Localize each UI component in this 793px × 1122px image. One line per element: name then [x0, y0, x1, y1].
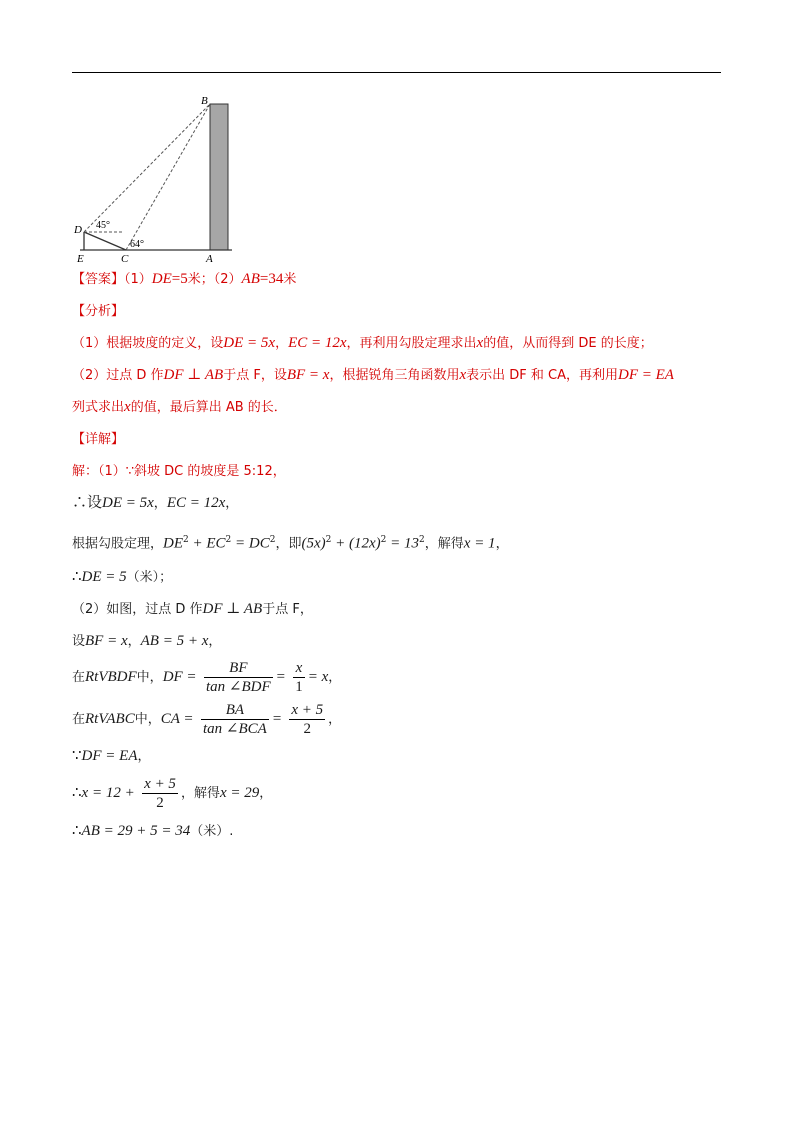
- analysis-line-3: 列式求出x的值，最后算出 AB 的长．: [72, 399, 287, 415]
- analysis-line-2: （2）过点 D 作DF ⊥ AB于点 F，设BF = x，根据锐角三角函数用x表示出 DF 和 CA，再利用DF = EA: [72, 367, 674, 383]
- label-d: D: [74, 224, 82, 236]
- answer-line: 【答案】（1）DE=5米；（2）AB=34米: [72, 271, 297, 287]
- label-b: B: [201, 95, 208, 107]
- header-rule: [72, 72, 721, 73]
- building-ab: [210, 104, 228, 250]
- detail-line-4: ∴DE = 5（米）；: [72, 569, 173, 585]
- fraction-x: $\frac{x}{1}$: [295, 659, 303, 695]
- angle-64: 64°: [130, 239, 144, 250]
- fraction-bf: $\frac{BF}{\text{tan ∠BDF}}$: [206, 659, 271, 695]
- detail-line-6: 设BF = x，AB = 5 + x，: [72, 633, 222, 649]
- detail-line-3: 根据勾股定理，$DE^2 + EC^2 = DC^2$，即$(5x)^2 + (12x)^2 = 13^2$，解得x = 1，: [72, 535, 509, 552]
- slope-dc: [84, 232, 126, 250]
- geometry-figure: [72, 90, 242, 265]
- detail-line-5: （2）如图，过点 D 作DF ⊥ AB于点 F，: [72, 601, 313, 617]
- analysis-label: 【分析】: [72, 304, 125, 319]
- detail-line-9: ∵DF = EA，: [72, 748, 151, 764]
- detail-line-11: ∴AB = 29 + 5 = 34（米）.: [72, 823, 234, 839]
- fraction-ba: $\frac{BA}{\text{tan ∠BCA}}$: [202, 701, 267, 737]
- analysis-line-1: （1）根据坡度的定义，设DE = 5x，EC = 12x，再利用勾股定理求出x的值，从而得到 DE 的长度；: [72, 335, 653, 351]
- label-c: C: [121, 253, 129, 265]
- detail-label: 【详解】: [72, 432, 125, 447]
- label-a: A: [206, 253, 213, 265]
- detail-line-1: 解：（1）∵斜坡 DC 的坡度是 5:12，: [72, 464, 286, 479]
- detail-line-10: ∴x = 12 + $\frac{x + 5}{2}$ ，解得x = 29，: [72, 775, 273, 811]
- detail-line-7: 在RtVBDF中，DF = $\frac{BF}{\text{tan ∠BDF}}$ = $\frac{x}{1}$ = x，: [72, 659, 342, 695]
- answer-label: 【答案】: [72, 272, 125, 287]
- detail-line-8: 在RtVABC中，CA = $\frac{BA}{\text{tan ∠BCA}}$ = $\frac{x + 5}{2}$ ，: [72, 701, 342, 737]
- fraction-x5: $\frac{x + 5}{2}$: [291, 701, 324, 737]
- angle-45: 45°: [96, 220, 110, 231]
- detail-line-2: ∴设DE = 5x，EC = 12x，: [72, 495, 239, 511]
- label-e: E: [77, 253, 84, 265]
- fraction-x5-2: $\frac{x + 5}{2}$: [144, 775, 176, 811]
